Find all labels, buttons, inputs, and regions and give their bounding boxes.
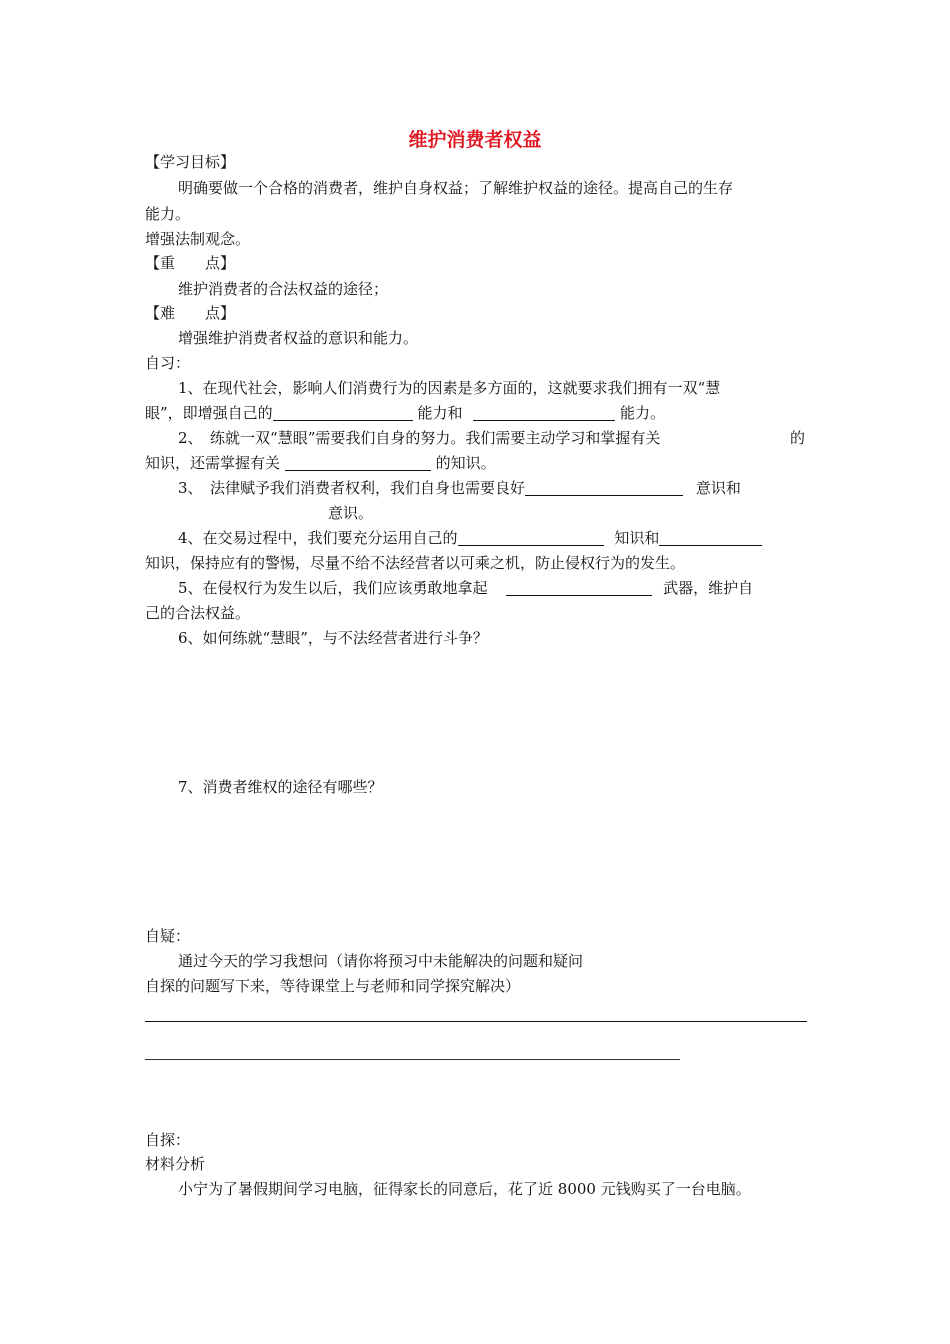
material-text: 小宁为了暑假期间学习电脑，征得家长的同意后，花了近 8000 元钱购买了一台电脑。 xyxy=(178,1180,751,1198)
answer-blank-4a[interactable] xyxy=(458,530,604,546)
question-2-text-b: 的知识。 xyxy=(435,454,496,472)
question-1-text-a: 眼”，即增强自己的 xyxy=(145,404,273,422)
question-4-line-1 xyxy=(178,528,762,548)
question-3-line-1 xyxy=(178,478,741,498)
answer-blank-5[interactable] xyxy=(506,580,652,596)
question-4-line-2: 知识，保持应有的警惕，尽量不给不法经营者以可乘之机，防止侵权行为的发生。 xyxy=(145,554,686,572)
difficulty-heading: 【难 点】 xyxy=(145,304,236,322)
difficulty-text: 增强维护消费者权益的意识和能力。 xyxy=(178,329,419,347)
self-doubt-line-2: 自探的问题写下来，等待课堂上与老师和同学探究解决） xyxy=(145,977,521,995)
question-1-text-c: 能力。 xyxy=(620,404,666,422)
question-3-text-b: 意识和 xyxy=(695,479,741,497)
self-explore-heading: 自探： xyxy=(145,1131,191,1149)
objectives-line-3: 增强法制观念。 xyxy=(145,230,251,248)
question-4-text-a: 4、在交易过程中，我们要充分运用自己的 xyxy=(178,529,458,547)
answer-rule[interactable] xyxy=(145,1021,807,1022)
question-5-line-2: 己的合法权益。 xyxy=(145,604,251,622)
question-3-text-a: 3、 法律赋予我们消费者权利，我们自身也需要良好 xyxy=(178,479,526,497)
question-1-line-1: 1、在现代社会，影响人们消费行为的因素是多方面的，这就要求我们拥有一双“慧 xyxy=(178,379,721,397)
answer-blank-3a[interactable] xyxy=(525,480,683,496)
question-1-text-b: 能力和 xyxy=(417,404,463,422)
question-5-text-a: 5、在侵权行为发生以后，我们应该勇敢地拿起 xyxy=(178,579,488,597)
answer-dash-line[interactable] xyxy=(145,1059,680,1060)
question-6: 6、如何练就“慧眼”，与不法经营者进行斗争？ xyxy=(178,629,488,647)
answer-blank-4b[interactable] xyxy=(659,530,762,546)
question-5-text-b: 武器，维护自 xyxy=(663,579,754,597)
objectives-line-1: 明确要做一个合格的消费者，维护自身权益；了解维护权益的途径。提高自己的生存 xyxy=(178,179,734,197)
question-2-line-2 xyxy=(145,453,496,473)
key-point-text: 维护消费者的合法权益的途径； xyxy=(178,280,389,298)
objectives-heading: 【学习目标】 xyxy=(145,153,236,171)
self-doubt-heading: 自疑： xyxy=(145,927,191,945)
question-7: 7、消费者维权的途径有哪些？ xyxy=(178,778,383,796)
question-2-suffix: 的 xyxy=(790,429,806,447)
answer-blank-2[interactable] xyxy=(285,455,431,471)
self-doubt-line-1: 通过今天的学习我想问（请你将预习中未能解决的问题和疑问 xyxy=(178,952,584,970)
question-2-text-a: 知识，还需掌握有关 xyxy=(145,454,281,472)
question-3-line-2: 意识。 xyxy=(328,504,374,522)
objectives-line-2: 能力。 xyxy=(145,205,191,223)
question-5-line-1 xyxy=(178,578,753,598)
page-title: 维护消费者权益 xyxy=(408,129,542,151)
answer-blank-1a[interactable] xyxy=(273,405,413,421)
answer-blank-1b[interactable] xyxy=(473,405,615,421)
question-1-line-2 xyxy=(145,403,665,423)
key-point-heading: 【重 点】 xyxy=(145,254,236,272)
material-analysis-label: 材料分析 xyxy=(145,1155,206,1173)
self-study-heading: 自习： xyxy=(145,354,191,372)
question-2-line-1: 2、 练就一双“慧眼”需要我们自身的努力。我们需要主动学习和掌握有关 xyxy=(178,429,661,447)
question-4-text-b: 知识和 xyxy=(614,529,660,547)
